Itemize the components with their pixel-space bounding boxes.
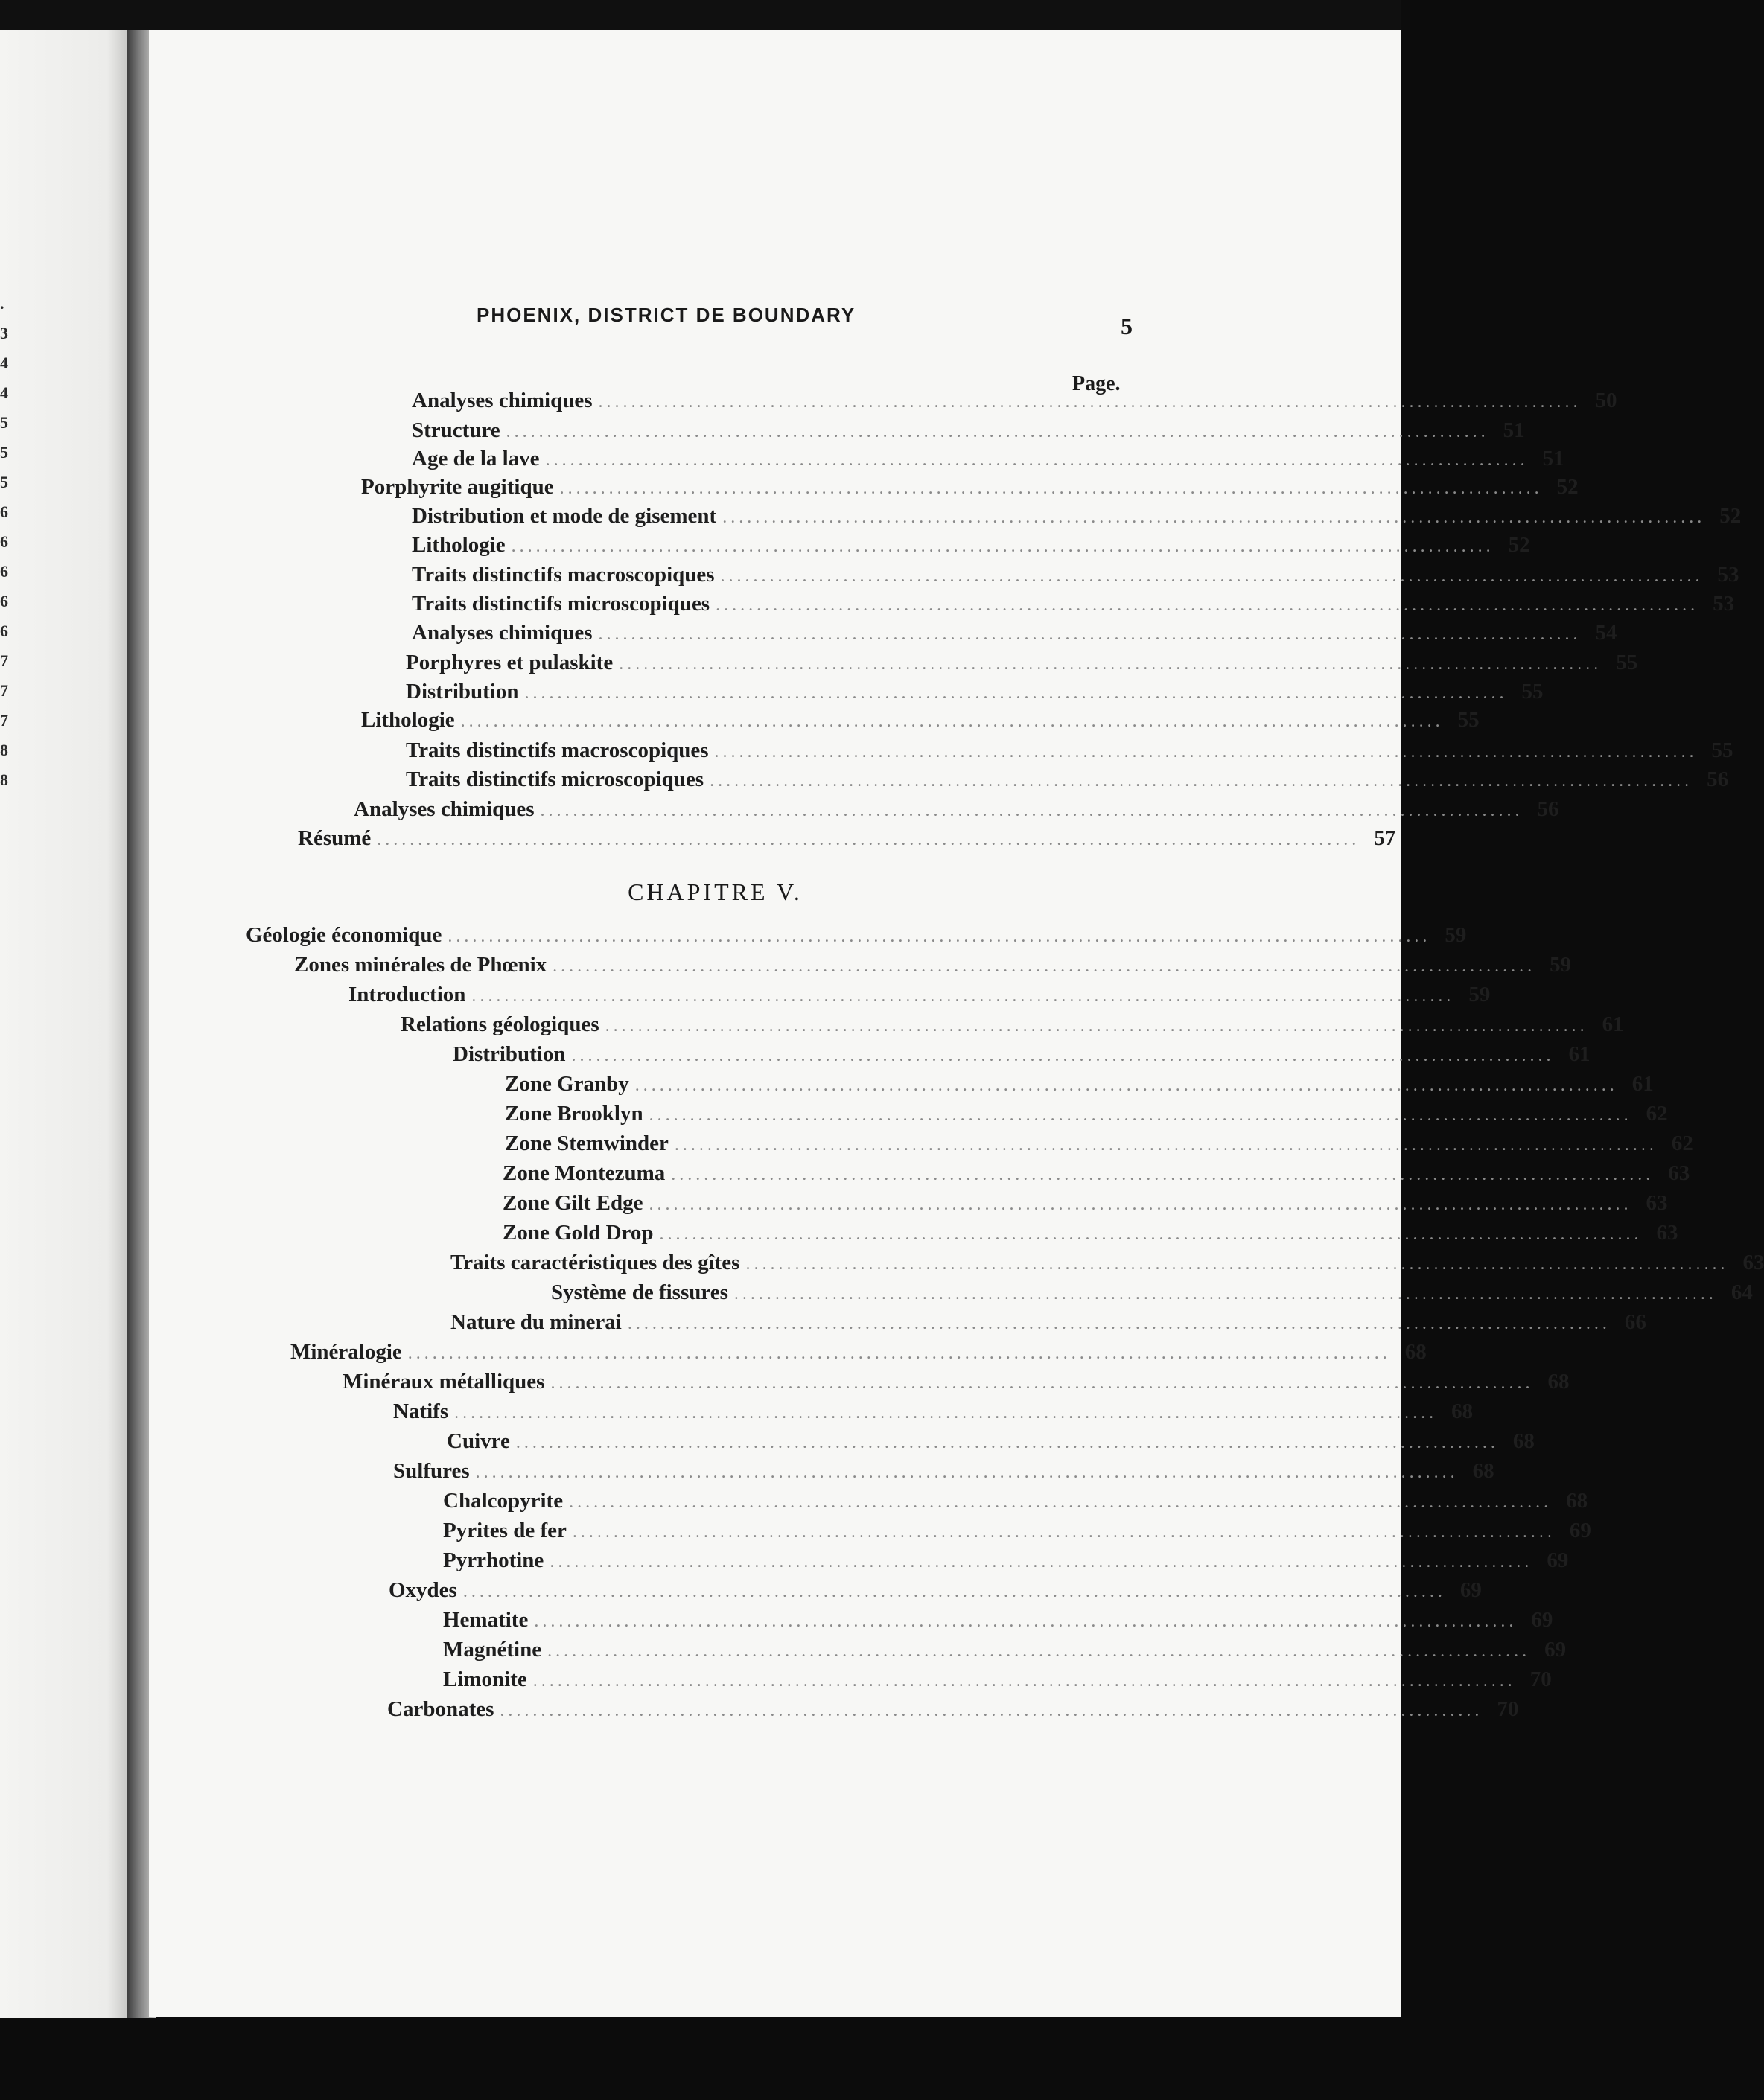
toc-entry-page: 61 <box>1602 1012 1624 1036</box>
toc-leader-dots: ........................................................................................................................ <box>716 596 1699 615</box>
toc-entry-page: 62 <box>1646 1102 1668 1126</box>
toc-leader-dots: ........................................................................................................................ <box>553 957 1536 976</box>
toc-leader-dots: ........................................................................................................................ <box>649 1105 1632 1125</box>
toc-entry-title: Magnétine <box>443 1638 542 1662</box>
toc-leader-dots: ........................................................................................................................ <box>460 712 1444 731</box>
edge-mark: 6 <box>0 622 8 640</box>
toc-entry-title: Zone Montezuma <box>503 1161 666 1185</box>
toc-entry-page: 68 <box>1547 1370 1570 1394</box>
toc-leader-dots: ........................................................................................................................ <box>720 567 1704 586</box>
toc-leader-dots: ........................................................................................................................ <box>745 1254 1729 1274</box>
toc-entry-title: Géologie économique <box>246 923 442 947</box>
toc-entry <box>246 923 1467 953</box>
toc-entry <box>412 504 1742 534</box>
toc-entry-title: Limonite <box>443 1667 527 1691</box>
toc-leader-dots: ........................................................................................................................ <box>634 1076 1618 1095</box>
toc-entry <box>443 1548 1569 1578</box>
toc-leader-dots: ........................................................................................................................ <box>649 1195 1632 1214</box>
toc-entry-page: 61 <box>1631 1072 1654 1096</box>
toc-entry-title: Traits caractéristiques des gîtes <box>450 1251 740 1274</box>
edge-mark: 6 <box>0 592 8 610</box>
toc-entry <box>503 1221 1678 1251</box>
toc-entry-title: Distribution <box>406 680 519 703</box>
toc-entry-page: 56 <box>1537 797 1559 821</box>
toc-entry <box>412 563 1739 593</box>
toc-entry-page: 63 <box>1656 1221 1678 1245</box>
edge-mark: 8 <box>0 741 8 759</box>
toc-entry-page: 55 <box>1711 738 1733 762</box>
toc-entry-title: Carbonates <box>387 1697 494 1721</box>
toc-leader-dots: ........................................................................................................................ <box>710 771 1693 791</box>
toc-entry-title: Minéralogie <box>290 1340 402 1364</box>
toc-entry-title: Zone Brooklyn <box>505 1102 643 1126</box>
toc-entry <box>406 680 1544 709</box>
toc-entry-title: Relations géologiques <box>401 1012 599 1036</box>
toc-leader-dots: ........................................................................................................................ <box>407 1344 1391 1363</box>
left-page-edge-marks <box>0 294 16 790</box>
scan-bottom-border <box>0 2018 1401 2100</box>
toc-entry-page: 56 <box>1707 767 1729 791</box>
toc-entry <box>354 797 1559 827</box>
toc-entry-title: Cuivre <box>447 1429 510 1453</box>
left-page-edge <box>0 0 134 2040</box>
toc-leader-dots: ........................................................................................................................ <box>515 1433 1499 1452</box>
toc-entry <box>503 1191 1668 1221</box>
toc-entry <box>503 1161 1690 1191</box>
toc-entry-page: 59 <box>1468 983 1491 1006</box>
page-number: 5 <box>1121 313 1133 339</box>
toc-entry <box>389 1578 1482 1608</box>
toc-leader-dots: ........................................................................................................................ <box>569 1493 1553 1512</box>
toc-leader-dots: ........................................................................................................................ <box>550 1552 1533 1571</box>
toc-entry <box>443 1667 1552 1697</box>
edge-mark: 6 <box>0 532 8 551</box>
edge-mark: 8 <box>0 770 8 789</box>
toc-leader-dots: ........................................................................................................................ <box>545 450 1529 470</box>
toc-entry <box>406 651 1638 680</box>
toc-leader-dots: ........................................................................................................................ <box>674 1135 1658 1155</box>
toc-leader-dots: ........................................................................................................................ <box>511 537 1494 556</box>
toc-entry <box>298 826 1396 856</box>
toc-leader-dots: ........................................................................................................................ <box>377 830 1360 849</box>
toc-leader-dots: ........................................................................................................................ <box>605 1016 1588 1035</box>
toc-leader-dots: ........................................................................................................................ <box>475 1463 1459 1482</box>
toc-leader-dots: ........................................................................................................................ <box>448 927 1431 946</box>
toc-entry <box>401 1012 1624 1042</box>
toc-entry <box>412 533 1530 563</box>
toc-entry-page: 69 <box>1544 1638 1567 1662</box>
toc-leader-dots: ........................................................................................................................ <box>462 1582 1446 1601</box>
toc-entry <box>412 389 1617 418</box>
toc-entry-title: Zone Gold Drop <box>503 1221 654 1245</box>
edge-mark: 4 <box>0 354 8 372</box>
edge-mark: 7 <box>0 711 8 730</box>
toc-entry-page: 51 <box>1503 418 1525 442</box>
toc-leader-dots: ........................................................................................................................ <box>506 422 1489 441</box>
toc-entry <box>412 621 1617 651</box>
toc-entry <box>443 1489 1588 1519</box>
toc-entry <box>447 1429 1535 1459</box>
toc-entry-page: 63 <box>1668 1161 1690 1185</box>
toc-entry <box>453 1042 1591 1072</box>
toc-entry-title: Nature du minerai <box>450 1310 622 1334</box>
toc-entry-page: 57 <box>1374 826 1396 850</box>
toc-leader-dots: ........................................................................................................................ <box>598 392 1582 412</box>
edge-mark: 7 <box>0 651 8 670</box>
toc-entry-title: Porphyrite augitique <box>361 475 554 499</box>
toc-entry-page: 53 <box>1713 592 1735 616</box>
toc-entry-page: 68 <box>1404 1340 1427 1364</box>
toc-entry-page: 69 <box>1531 1608 1553 1632</box>
edge-mark: . <box>0 294 4 313</box>
toc-entry-title: Traits distinctifs macroscopiques <box>406 738 709 762</box>
toc-entry-title: Pyrrhotine <box>443 1548 544 1572</box>
scan-top-border <box>0 0 1401 30</box>
toc-entry <box>290 1340 1427 1370</box>
toc-entry-title: Zones minérales de Phœnix <box>294 953 547 977</box>
toc-entry-page: 53 <box>1717 563 1739 587</box>
toc-entry-page: 68 <box>1512 1429 1535 1453</box>
toc-entry-title: Sulfures <box>393 1459 470 1483</box>
toc-entry <box>450 1310 1646 1340</box>
toc-entry <box>450 1251 1764 1280</box>
toc-entry <box>505 1072 1654 1102</box>
toc-entry <box>343 1370 1570 1400</box>
toc-entry <box>505 1132 1693 1161</box>
toc-entry-title: Analyses chimiques <box>354 797 535 821</box>
chapter-heading: CHAPITRE V. <box>628 878 803 905</box>
toc-entry-title: Zone Stemwinder <box>505 1132 669 1155</box>
toc-entry <box>406 738 1733 768</box>
toc-entry-page: 52 <box>1508 533 1530 557</box>
toc-leader-dots: ........................................................................................................................ <box>598 625 1582 644</box>
toc-entry-title: Hematite <box>443 1608 529 1632</box>
toc-entry <box>443 1638 1567 1667</box>
page-column-label: Page. <box>1072 372 1121 395</box>
toc-entry-page: 62 <box>1671 1132 1693 1155</box>
edge-mark: 5 <box>0 473 8 491</box>
toc-leader-dots: ........................................................................................................................ <box>524 683 1508 703</box>
toc-leader-dots: ........................................................................................................................ <box>454 1403 1438 1423</box>
toc-entry-page: 52 <box>1556 475 1579 499</box>
toc-leader-dots: ........................................................................................................................ <box>540 801 1523 820</box>
toc-entry-page: 69 <box>1569 1519 1591 1542</box>
toc-entry-title: Traits distinctifs microscopiques <box>412 592 710 616</box>
toc-entry-title: Système de fissures <box>551 1280 728 1304</box>
toc-entry-title: Age de la lave <box>412 447 540 470</box>
edge-mark: 4 <box>0 383 8 402</box>
toc-entry-page: 69 <box>1459 1578 1482 1602</box>
toc-entry <box>387 1697 1519 1727</box>
toc-entry-page: 50 <box>1595 389 1617 412</box>
toc-entry <box>412 592 1735 622</box>
toc-leader-dots: ........................................................................................................................ <box>547 1641 1531 1661</box>
toc-entry-title: Analyses chimiques <box>412 621 593 645</box>
toc-entry-title: Zone Granby <box>505 1072 629 1096</box>
toc-entry-title: Introduction <box>348 983 466 1006</box>
toc-entry-page: 55 <box>1616 651 1638 674</box>
toc-leader-dots: ........................................................................................................................ <box>571 1046 1555 1065</box>
toc-entry <box>294 953 1572 983</box>
toc-entry-title: Porphyres et pulaskite <box>406 651 614 674</box>
toc-entry-page: 66 <box>1624 1310 1646 1334</box>
toc-entry-title: Lithologie <box>412 533 506 557</box>
toc-entry-page: 63 <box>1646 1191 1668 1215</box>
toc-entry-page: 68 <box>1566 1489 1588 1513</box>
toc-entry <box>393 1400 1474 1429</box>
toc-entry <box>348 983 1491 1012</box>
running-title: PHOENIX, DISTRICT DE BOUNDARY <box>477 304 856 326</box>
toc-entry-page: 55 <box>1521 680 1544 703</box>
toc-leader-dots: ........................................................................................................................ <box>532 1671 1516 1691</box>
toc-leader-dots: ........................................................................................................................ <box>550 1373 1534 1393</box>
toc-leader-dots: ........................................................................................................................ <box>733 1284 1717 1303</box>
toc-entry-title: Zone Gilt Edge <box>503 1191 643 1215</box>
toc-leader-dots: ........................................................................................................................ <box>572 1522 1556 1542</box>
toc-entry <box>412 447 1564 476</box>
toc-entry <box>505 1102 1668 1132</box>
edge-mark: 7 <box>0 681 8 700</box>
toc-leader-dots: ........................................................................................................................ <box>471 986 1455 1006</box>
toc-leader-dots: ........................................................................................................................ <box>534 1612 1518 1631</box>
toc-entry <box>443 1608 1553 1638</box>
toc-entry-title: Distribution <box>453 1042 566 1066</box>
toc-entry <box>443 1519 1591 1548</box>
toc-leader-dots: ........................................................................................................................ <box>619 654 1602 674</box>
toc-leader-dots: ........................................................................................................................ <box>559 479 1543 498</box>
toc-entry-title: Structure <box>412 418 500 442</box>
edge-mark: 3 <box>0 324 8 342</box>
toc-entry-title: Natifs <box>393 1400 449 1423</box>
toc-entry-page: 68 <box>1451 1400 1474 1423</box>
edge-mark: 5 <box>0 413 8 432</box>
toc-entry-title: Traits distinctifs macroscopiques <box>412 563 715 587</box>
toc-leader-dots: ........................................................................................................................ <box>500 1701 1483 1720</box>
toc-entry <box>551 1280 1753 1310</box>
toc-entry-title: Minéraux métalliques <box>343 1370 545 1394</box>
toc-entry <box>412 418 1525 448</box>
toc-entry-title: Résumé <box>298 826 372 850</box>
edge-mark: 6 <box>0 562 8 581</box>
toc-entry-page: 70 <box>1497 1697 1519 1721</box>
toc-entry-page: 51 <box>1542 447 1564 470</box>
toc-entry-page: 61 <box>1568 1042 1591 1066</box>
toc-entry-page: 63 <box>1742 1251 1764 1274</box>
toc-entry-page: 55 <box>1457 708 1480 732</box>
toc-leader-dots: ........................................................................................................................ <box>714 742 1698 762</box>
toc-entry-page: 69 <box>1547 1548 1569 1572</box>
toc-entry-page: 59 <box>1550 953 1572 977</box>
toc-entry-title: Analyses chimiques <box>412 389 593 412</box>
toc-leader-dots: ........................................................................................................................ <box>722 508 1706 527</box>
toc-entry-page: 70 <box>1529 1667 1552 1691</box>
toc-entry-title: Distribution et mode de gisement <box>412 504 717 528</box>
toc-entry-title: Pyrites de fer <box>443 1519 567 1542</box>
toc-entry <box>393 1459 1494 1489</box>
toc-entry-page: 68 <box>1472 1459 1494 1483</box>
toc-entry <box>406 767 1729 797</box>
toc-entry-title: Oxydes <box>389 1578 457 1602</box>
toc-entry-title: Chalcopyrite <box>443 1489 564 1513</box>
edge-mark: 6 <box>0 502 8 521</box>
toc-entry-page: 54 <box>1595 621 1617 645</box>
toc-entry-page: 52 <box>1719 504 1742 528</box>
toc-leader-dots: ........................................................................................................................ <box>659 1225 1643 1244</box>
toc-entry <box>361 475 1579 505</box>
edge-mark: 5 <box>0 443 8 462</box>
toc-entry-title: Lithologie <box>361 708 455 732</box>
toc-leader-dots: ........................................................................................................................ <box>627 1314 1611 1333</box>
toc-entry-page: 59 <box>1445 923 1467 947</box>
toc-leader-dots: ........................................................................................................................ <box>671 1165 1655 1184</box>
toc-entry-page: 64 <box>1730 1280 1753 1304</box>
toc-entry-title: Traits distinctifs microscopiques <box>406 767 704 791</box>
toc-entry <box>361 708 1480 738</box>
